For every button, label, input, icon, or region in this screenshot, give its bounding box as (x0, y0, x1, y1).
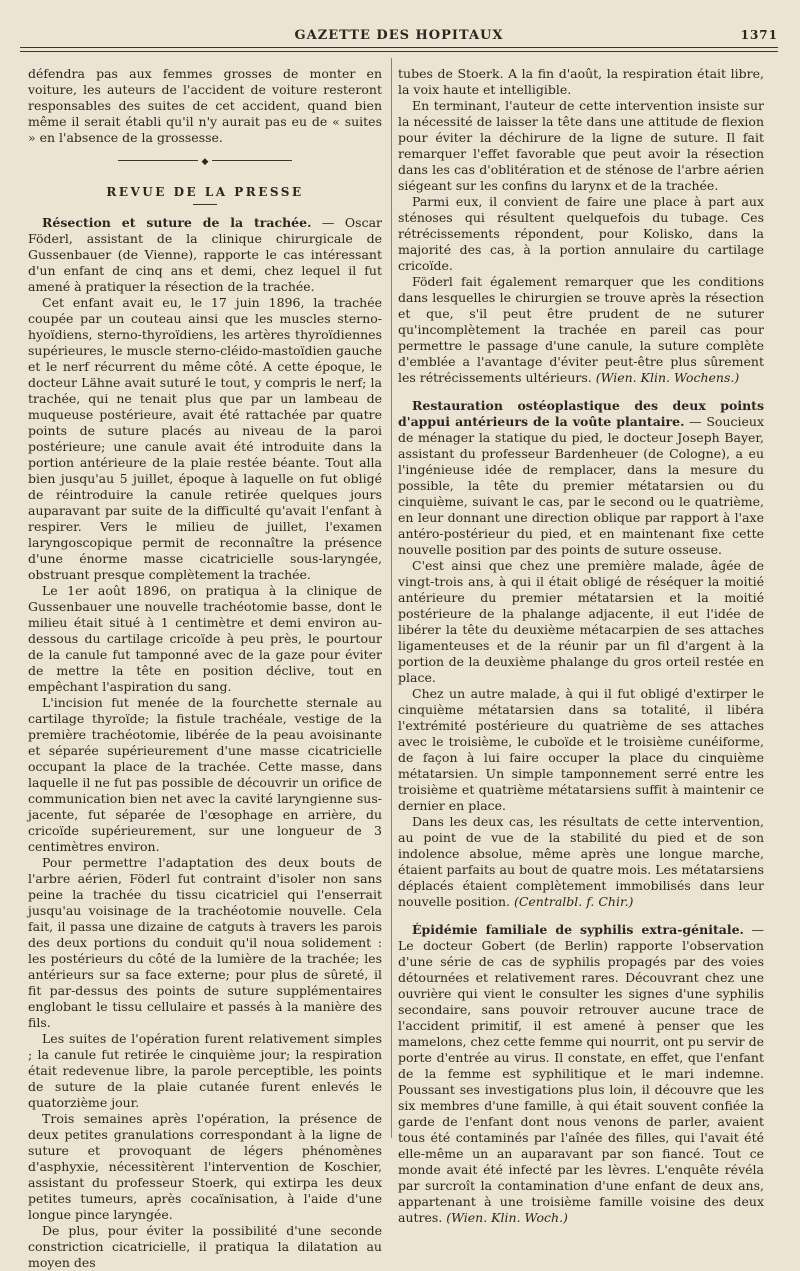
article-paragraph: L'incision fut menée de la fourchette sternale au cartilage thyroïde; la fistule trachéale, vestige de la première trachéotomie, libérée de la peau avoisinante et séparée supérieurement d'une masse cicatricielle occupant la place de la trachée. Cette masse, dans laquelle il ne fut pas possible de découvrir un orifice de communication bien net avec la cavité laryngienne sus-jacente, fut séparée de l'œsophage en arrière, du cricoïde supérieurement, sur une longueur de 3 centimètres environ. (28, 695, 382, 854)
article-paragraph: Restauration ostéoplastique des deux points d'appui antérieurs de la voûte plantaire. — Soucieux de ménager la statique du pied, le docteur Joseph Bayer, assistant du professeur Bardenheuer (de Cologne), a eu l'ingénieuse idée de remplacer, dans la mesure du possible, la tête du premier métatarsien ou du cinquième, suivant le cas, par le second ou le quatrième, en leur donnant une direction oblique par rapport à l'axe antéro-postérieur du pied, et en maintenant fixe cette nouvelle position par des points de suture osseuse. (398, 398, 764, 557)
article-heading: Épidémie familiale de syphilis extra-génitale. (412, 922, 744, 937)
article-paragraph: C'est ainsi que chez une première malade, âgée de vingt-trois ans, à qui il était obligé de réséquer la moitié antérieure du premier métatarsien et la moitié postérieure de la phalange adjacente, il eut l'idée de libérer la tête du deuxième métacarpien de ses attaches ligamenteuses et de la réunir par un fil d'argent à la portion de la deuxième phalange du gros orteil restée en place. (398, 558, 764, 685)
header-rule (20, 47, 778, 48)
intro-paragraph: défendra pas aux femmes grosses de monter en voiture, les auteurs de l'accident de voiture resteront responsables des suites de cet accident, quand bien même il serait établi qu'il n'y aurait pas eu de « suites » en l'absence de la grossesse. (28, 66, 382, 145)
ornament-divider: ◆ (28, 152, 382, 170)
section-title: REVUE DE LA PRESSE (106, 185, 304, 199)
page-header (20, 24, 778, 46)
header-rule-thin (20, 51, 778, 52)
article-paragraph: Le 1er août 1896, on pratiqua à la clinique de Gussenbauer une nouvelle trachéotomie basse, dont le milieu était situé à 1 centimètre et demi environ au-dessous du cartilage cricoïde à peu près, le pourtour de la canule fut tamponné avec de la gaze pour éviter de mettre la tête en position déclive, tout en empêchant l'aspiration du sang. (28, 583, 382, 694)
article-paragraph: tubes de Stoerk. A la fin d'août, la respiration était libre, la voix haute et intelligible. (398, 66, 764, 97)
article-paragraph: Föderl fait également remarquer que les conditions dans lesquelles le chirurgien se trouve après la résection et que, s'il peut être prudent de ne suturer qu'incomplètement la trachée en pareil cas pour permettre le passage d'une canule, la suture complète d'emblée a l'avantage d'éviter peut-être plus sûrement les rétrécissements ultérieurs. (Wien. Klin. Wochens.) (398, 274, 764, 385)
right-column (398, 66, 764, 1226)
article-heading: Restauration ostéoplastique des deux points d'appui antérieurs de la voûte plantaire. (398, 398, 764, 429)
article-paragraph: Résection et suture de la trachée. — Oscar Föderl, assistant de la clinique chirurgicale de Gussenbauer (de Vienne), rapporte le cas intéressant d'un enfant de cinq ans et demi, chez lequel il fut amené à pratiquer la résection de la trachée. (28, 215, 383, 294)
left-column (28, 66, 382, 1271)
article-paragraph: Épidémie familiale de syphilis extra-génitale. — Le docteur Gobert (de Berlin) rapporte l'observation d'une série de cas de syphilis propagés par des voies détournées et relativement rares. Découvrant chez une ouvrière qui vient le consulter les signes d'une syphilis secondaire, sans pouvoir retrouver aucune trace de l'accident primitif, il est amené à penser que les mamelons, chez cette femme qui nourrit, ont pu servir de porte d'entrée au virus. Il constate, en effet, que l'enfant de la femme est syphilitique et le mari indemne. Poussant ses investigations plus loin, il découvre que les six membres d'une famille, à qui était souvent confiée la garde de l'enfant dont nous venons de parler, avaient tous été contaminés par l'aînée des filles, qui l'avait été elle-même un an auparavant par son fiancé. Tout ce monde avait été infecté par les lèvres. L'enquête révéla par surcroît la contamination d'une enfant de deux ans, appartenant à une troisième famille voisine des deux autres. (Wien. Klin. Woch.) (398, 922, 764, 1225)
column-separator (391, 58, 392, 1138)
article-paragraph: De plus, pour éviter la possibilité d'une seconde constriction cicatricielle, il pratiqua la dilatation au moyen des (28, 1223, 382, 1270)
source-reference: (Wien. Klin. Woch.) (446, 1210, 568, 1225)
page-number: 1371 (740, 28, 778, 42)
article-heading: Résection et suture de la trachée. (42, 215, 312, 230)
article-paragraph: Parmi eux, il convient de faire une place à part aux sténoses qui résultent quelquefois du tubage. Ces rétrécissements répondent, pour Kolisko, dans la majorité des cas, à la portion annulaire du cartilage cricoïde. (398, 194, 764, 273)
article-paragraph: Trois semaines après l'opération, la présence de deux petites granulations correspondant à la ligne de suture et provoquant de légers phénomènes d'asphyxie, nécessitèrent l'intervention de Koschier, assistant du professeur Stoerk, qui extirpa les deux petites tumeurs, après cocaïnisation, à l'aide d'une longue pince laryngée. (28, 1111, 382, 1222)
article-paragraph: Les suites de l'opération furent relativement simples ; la canule fut retirée le cinquième jour; la respiration était redevenue libre, la parole perceptible, les points de suture de la plaie cutanée furent enlevés le quatorzième jour. (28, 1031, 382, 1110)
article-paragraph: Chez un autre malade, à qui il fut obligé d'extirper le cinquième métatarsien dans sa totalité, il libéra l'extrémité postérieure du quatrième de ses attaches avec le troisième, le cuboïde et le troisième cunéiforme, de façon à lui faire occuper la place du cinquième métatarsien. Un simple tamponnement serré entre les troisième et quatrième métatarsiens suffit à maintenir ce dernier en place. (398, 686, 764, 813)
article-paragraph: Pour permettre l'adaptation des deux bouts de l'arbre aérien, Föderl fut contraint d'isoler non sans peine la trachée du tissu cicatriciel qui l'enserrait jusqu'au voisinage de la trachéotomie nouvelle. Cela fait, il passa une dizaine de catguts à travers les parois des deux portions du conduit qu'il noua solidement : les postérieurs du côté de la lumière de la trachée; les antérieurs sur sa face externe; pour plus de sûreté, il fit par-dessus des points de suture supplémentaires englobant le tissu cellulaire et passés à la manière des fils. (28, 855, 382, 1030)
title-underline (193, 204, 217, 205)
article-paragraph: Cet enfant avait eu, le 17 juin 1896, la trachée coupée par un couteau ainsi que les muscles sterno-hyoïdiens, sterno-thyroïdiens, les artères thyroïdiennes supérieures, le muscle sterno-cléido-mastoïdien gauche et le nerf récurrent du même côté. A cette époque, le docteur Lähne avait suturé le tout, y compris le nerf; la trachée, qui ne tenait plus que par un lambeau de muqueuse postérieure, avait été rattachée par quatre points de suture placés au niveau de la paroi postérieure; une canule avait été introduite dans la portion antérieure de la plaie restée béante. Tout alla bien jusqu'au 5 juillet, époque à laquelle on fut obligé de réintroduire la canule retirée quelques jours auparavant par suite de la difficulté qu'avait l'enfant à respirer. Vers le milieu de juillet, l'examen laryngoscopique permit de reconnaître la présence d'une énorme masse cicatricielle sous-laryngée, obstruant presque complètement la trachée. (28, 295, 382, 582)
journal-title: GAZETTE DES HOPITAUX (294, 28, 504, 43)
source-reference: (Centralbl. f. Chir.) (513, 894, 634, 909)
article-paragraph: En terminant, l'auteur de cette intervention insiste sur la nécessité de laisser la tête dans une attitude de flexion pour éviter la déchirure de la ligne de suture. Il fait remarquer l'effet favorable que peut avoir la résection dans les cas d'oblitération et de sténose de l'arbre aérien siégeant sur les confins du larynx et de la trachée. (398, 98, 764, 193)
source-reference: (Wien. Klin. Wochens.) (595, 370, 740, 385)
article-paragraph: Dans les deux cas, les résultats de cette intervention, au point de vue de la stabilité du pied et de son indolence absolue, même après une longue marche, étaient parfaits au bout de quatre mois. Les métatarsiens déplacés étaient complètement immobilisés dans leur nouvelle position. (Centralbl. f. Chir.) (398, 814, 764, 909)
